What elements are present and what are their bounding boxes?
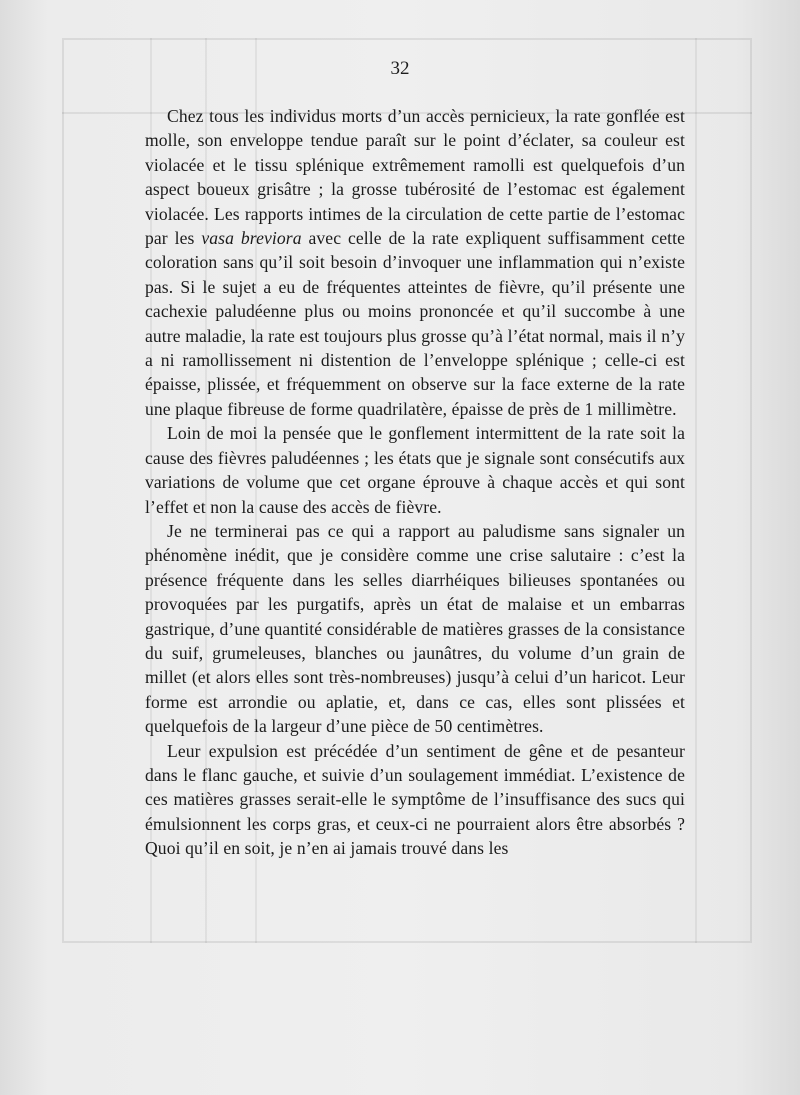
paragraph-1-text: Chez tous les individus morts d’un accès pernicieux, la rate gonflée est molle, son enveloppe tendue paraît sur le point d’éclater, sa couleur est violacée et le tissu splénique extrêmement ramolli est quelquefois d’un aspect boueux grisâtre ; la grosse tubérosité de l’estomac est également violacée. Les rapports intimes de la circulation de cette partie de l’estomac par les	[145, 106, 685, 249]
latin-term: vasa breviora	[201, 228, 302, 249]
paragraph-1-continuation: avec celle de la rate expliquent suffisamment cette coloration sans qu’il soit besoin d’invoquer une inflammation qui n’existe pas. Si le sujet a eu de fréquentes atteintes de fièvre, qu’il présente une cachexie paludéenne plus ou moins prononcée et qu’il succombe à une autre maladie, la rate est toujours plus grosse qu’à l’état normal, mais il n’y a ni ramollissement ni distention de l’enveloppe splénique ; celle-ci est épaisse, plissée, et fréquemment on observe sur la face externe de la rate une plaque fibreuse de forme quadrilatère, épaisse de près de 1 millimètre.	[145, 228, 686, 419]
paragraph-1	[145, 104, 685, 421]
paragraph-2: Loin de moi la pensée que le gonflement intermittent de la rate soit la cause des fièvres paludéennes ; les états que je signale sont consécutifs aux variations de volume que cet organe éprouve à chaque accès et qui sont l’effet et non la cause des accès de fièvre.	[145, 423, 685, 517]
page-number: 32	[390, 58, 410, 79]
body-text	[145, 104, 685, 861]
paragraph-3: Je ne terminerai pas ce qui a rapport au paludisme sans signaler un phénomène inédit, que je considère comme une crise salutaire : c’est la présence fréquente dans les selles diarrhéiques bilieuses spontanées ou provoquées par les purgatifs, après un état de malaise et un embarras gastrique, d’une quantité considérable de matières grasses de la consistance du suif, grumeleuses, blanches ou jaunâtres, du volume d’un grain de millet (et alors elles sont très-nombreuses) jusqu’à celui d’un haricot. Leur forme est arrondie ou aplatie, et, dans ce cas, elles sont plissées et quelquefois de la largeur d’une pièce de 50 centimètres.	[145, 520, 685, 737]
bleed-through-line	[695, 38, 697, 943]
paragraph-4: Leur expulsion est précédée d’un sentiment de gêne et de pesanteur dans le flanc gauche, et suivie d’un soulagement immédiat. L’existence de ces matières grasses serait-elle le symptôme de l’insuffisance des sucs qui émulsionnent les corps gras, et ceux-ci ne pourraient alors être absorbés ? Quoi qu’il en soit, je n’en ai jamais trouvé dans les	[145, 740, 685, 859]
